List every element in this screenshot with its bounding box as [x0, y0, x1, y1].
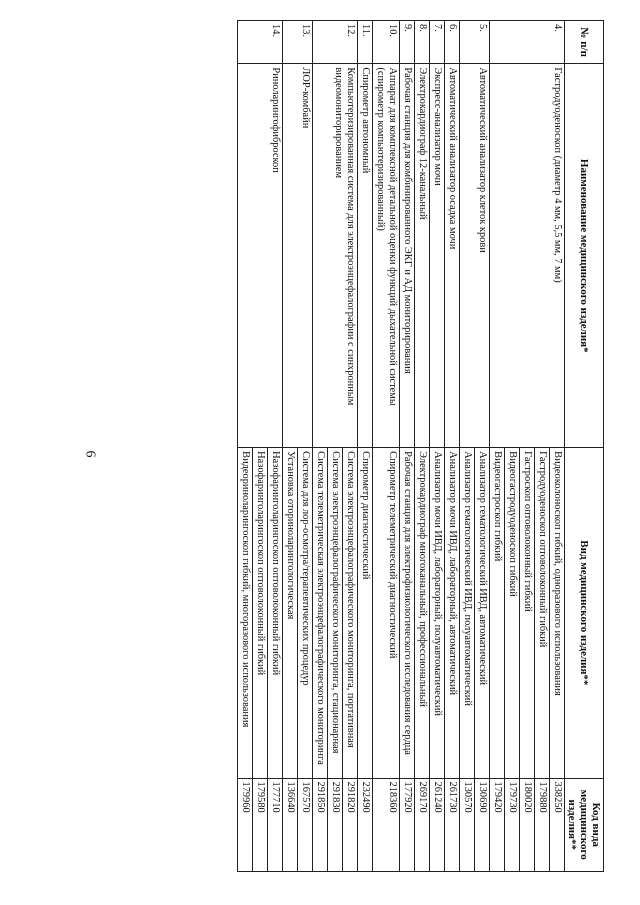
table-row — [430, 21, 445, 872]
device-code: 218360 — [373, 778, 400, 871]
device-kind: Видеориноларингоскоп гибкий, многоразового использования — [238, 448, 253, 778]
device-code: 179420 — [490, 778, 505, 871]
table-row — [343, 21, 358, 872]
device-kind: Анализатор мочи ИВД, лабораторный, полуавтоматический — [430, 448, 445, 778]
device-kind: Анализатор гематологический ИВД, автоматический — [475, 448, 490, 778]
table-row — [550, 21, 565, 872]
table-row — [358, 21, 373, 872]
device-name: Автоматический анализатор осадка мочи — [445, 64, 460, 448]
device-kind: Система для лор-осмотра/терапевтических процедур — [298, 448, 313, 778]
header-num: № п/п — [565, 21, 604, 64]
table-row — [298, 21, 313, 872]
device-kind: Анализатор мочи ИВД, лабораторный, автоматический — [445, 448, 460, 778]
device-code: 180020 — [520, 778, 535, 871]
row-number: 12. — [313, 21, 358, 64]
row-number: 14. — [238, 21, 283, 64]
device-name: Гастродуоденоскоп (диаметр 4 мм, 5,5 мм, 7 мм) — [490, 64, 565, 448]
device-code: 179580 — [253, 778, 268, 871]
device-code: 291820 — [343, 778, 358, 871]
table-row — [400, 21, 415, 872]
device-name: Рабочая станция для комбинированного ЭКГ и АД мониторирования — [400, 64, 415, 448]
row-number: 13. — [283, 21, 313, 64]
header-device-kind: Вид медицинского изделия** — [565, 448, 604, 778]
device-code: 167570 — [298, 778, 313, 871]
table-row — [373, 21, 400, 872]
table-row — [445, 21, 460, 872]
device-code: 130690 — [475, 778, 490, 871]
table-row — [415, 21, 430, 872]
device-kind: Видеогастродуоденоскоп гибкий — [505, 448, 520, 778]
row-number: 8. — [415, 21, 430, 64]
device-table-container — [78, 20, 604, 872]
device-name: Автоматический анализатор клеток крови — [460, 64, 490, 448]
device-kind: Видеогастроскоп гибкий — [490, 448, 505, 778]
medical-device-table — [237, 20, 604, 872]
device-kind: Система электроэнцефалографического мониторинга, стационарная — [328, 448, 343, 778]
header-device-code: Код вида медицинского изделия** — [565, 778, 604, 871]
device-code: 177710 — [268, 778, 283, 871]
table-body — [238, 21, 565, 872]
table-row — [268, 21, 283, 872]
device-code: 261730 — [445, 778, 460, 871]
device-code: 177920 — [400, 778, 415, 871]
table-header-row — [565, 21, 604, 872]
row-number: 4. — [490, 21, 565, 64]
device-kind: Назофаринголарингоскоп оптоволоконный гибкий — [253, 448, 268, 778]
device-code: 179960 — [238, 778, 253, 871]
row-number: 10. — [373, 21, 400, 64]
device-name: Аппарат для комплексной детальной оценки функций дыхательной системы (спирометр компьютеризированный) — [373, 64, 400, 448]
row-number: 6. — [445, 21, 460, 64]
row-number: 7. — [430, 21, 445, 64]
device-code: 179880 — [535, 778, 550, 871]
device-code: 130570 — [460, 778, 475, 871]
table-row — [475, 21, 490, 872]
device-code: 269170 — [415, 778, 430, 871]
row-number: 5. — [460, 21, 490, 64]
device-code: 179730 — [505, 778, 520, 871]
device-code: 136640 — [283, 778, 298, 871]
device-kind: Назофаринголарингоскоп оптоволоконный гибкий — [268, 448, 283, 778]
device-kind: Гастроскоп оптоволоконный гибкий — [520, 448, 535, 778]
device-kind: Гастродуоденоскоп оптоволоконный гибкий — [535, 448, 550, 778]
device-kind: Система электроэнцефалографического мониторинга, портативная — [343, 448, 358, 778]
row-number: 9. — [400, 21, 415, 64]
device-kind: Рабочая станция для электрофизиологического исследования сердца — [400, 448, 415, 778]
page-number: 6 — [82, 450, 98, 458]
device-kind: Видеоколоноскоп гибкий, одноразового использования — [550, 448, 565, 778]
device-kind: Спирометр телеметрический диагностический — [373, 448, 400, 778]
device-code: 291850 — [313, 778, 328, 871]
header-device-name: Наименование медицинского изделия* — [565, 64, 604, 448]
device-code: 291830 — [328, 778, 343, 871]
device-code: 232490 — [358, 778, 373, 871]
device-name: Спирометр автономный — [358, 64, 373, 448]
device-kind: Электрокардиограф многоканальный, профессиональный — [415, 448, 430, 778]
device-kind: Система телеметрическая электроэнцефалографического мониторинга — [313, 448, 328, 778]
device-name: Экспресс-анализатор мочи — [430, 64, 445, 448]
device-kind: Спирометр диагностический — [358, 448, 373, 778]
device-kind: Анализатор гематологический ИВД, полуавтоматический — [460, 448, 475, 778]
row-number: 11. — [358, 21, 373, 64]
device-code: 261240 — [430, 778, 445, 871]
device-kind: Установка оториноларингологическая — [283, 448, 298, 778]
device-name: Электрокардиограф 12-канальный — [415, 64, 430, 448]
device-code: 338250 — [550, 778, 565, 871]
device-name: ЛОР-комбайн — [283, 64, 313, 448]
device-name: Компьютеризированная система для электроэнцефалографии с синхронным видеомониторированием — [313, 64, 358, 448]
device-name: Риноларингофиброскоп — [238, 64, 283, 448]
